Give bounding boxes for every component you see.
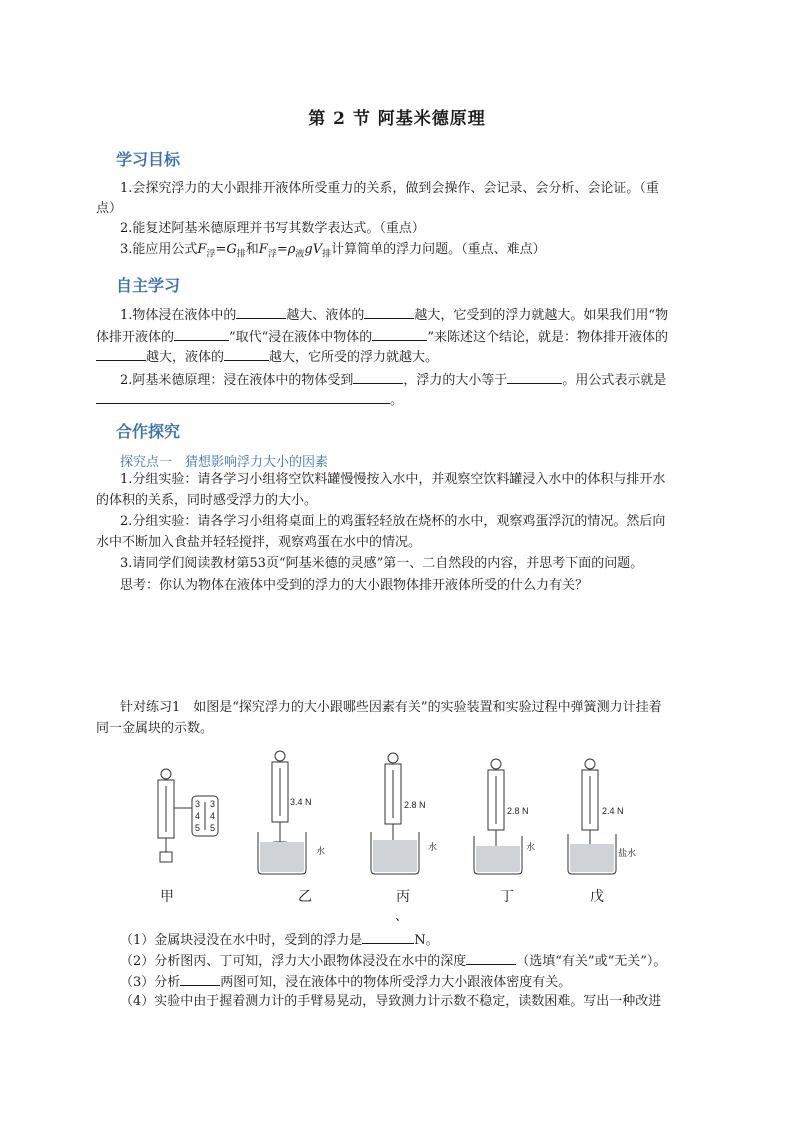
scale-number: 5	[210, 823, 216, 833]
goal-2: 2.能复述阿基米德原理并书写其数学表达式。（重点）	[120, 221, 425, 236]
self-study-line-2: 体排开液体的 ”取代“浸在液体中物体的 ”来陈述这个结论，就是：物体排开液体的	[96, 326, 668, 347]
answer-blank[interactable]	[364, 304, 414, 319]
section-heading-self-study: 自主学习	[116, 276, 181, 295]
explore-point-1: 探究点一 猜想影响浮力大小的因素	[120, 455, 329, 470]
question-1: （1）金属块浸没在水中时，受到的浮力是 N。	[120, 929, 439, 950]
answer-blank[interactable]	[224, 346, 269, 361]
scale-number: 3	[195, 799, 201, 809]
self-study-line-5: 。	[96, 389, 403, 410]
practice-intro: 针对练习1 如图是“探究浮力的大小跟哪些因素有关”的实验装置和实验过程中弹簧测力计挂着	[120, 700, 662, 715]
page-title: 第 2 节 阿基米德原理	[308, 109, 486, 129]
scale-number: 3	[210, 799, 216, 809]
spring-scale-jia	[158, 769, 218, 862]
question-3: （3）分析 两图可知，浸在液体中的物体所受浮力大小跟液体密度有关。	[120, 971, 571, 992]
figure-label-ding: 丁	[500, 889, 514, 905]
stray-mark: 、	[395, 909, 409, 924]
section-heading-coop: 合作探究	[116, 422, 181, 441]
self-study-line-1: 1.物体浸在液体中的 越大、液体的 越大，它受到的浮力就越大。如果我们用“物	[120, 304, 668, 325]
answer-blank[interactable]	[372, 326, 427, 341]
coop-3: 3.请同学们阅读教材第53页“阿基米德的灵感”第一、二自然段的内容，并思考下面的问题。	[120, 556, 644, 571]
goal-1-cont: 点）	[96, 201, 123, 216]
section-heading-goals: 学习目标	[116, 150, 181, 169]
figure-label-jia: 甲	[160, 889, 174, 905]
scale-number: 5	[195, 823, 201, 833]
self-study-line-3: 越大，液体的 越大，它所受的浮力就越大。	[96, 346, 438, 367]
coop-2-cont: 水中不断加入食盐并轻轻搅拌，观察鸡蛋在水中的情况。	[96, 535, 422, 550]
answer-blank[interactable]	[180, 971, 220, 986]
goal-1: 1.会探究浮力的大小跟排开液体所受重力的关系，做到会操作、会记录、会分析、会论证。（重	[120, 181, 659, 196]
reading-bing: 2.8 N	[404, 800, 426, 810]
reading-wu: 2.4 N	[602, 806, 624, 816]
reading-yi: 3.4 N	[290, 797, 312, 807]
answer-blank[interactable]	[96, 346, 146, 361]
answer-blank[interactable]	[96, 389, 390, 404]
spring-scale-yi	[258, 751, 306, 874]
answer-blank[interactable]	[236, 304, 286, 319]
goal-3: 3.能应用公式$F_浮=G_排$和$F_浮=\rho_液gV_排$计算简单的浮力问题。（重点、难点）	[120, 242, 546, 260]
coop-1: 1.分组实验：请各学习小组将空饮料罐慢慢按入水中，并观察空饮料罐浸入水中的体积与排开水	[120, 472, 666, 487]
question-4: （4）实验中由于握着测力计的手臂易晃动，导致测力计示数不稳定，读数困难。写出一种改进	[120, 994, 662, 1009]
figure-label-yi: 乙	[298, 889, 312, 905]
answer-blank[interactable]	[507, 369, 562, 384]
think-question: 思考：你认为物体在液体中受到的浮力的大小跟物体排开液体所受的什么力有关？	[120, 578, 589, 593]
liquid-label-yi: 水	[316, 847, 326, 857]
self-study-line-4: 2.阿基米德原理：浸在液体中的物体受到 ，浮力的大小等于 。用公式表示就是	[120, 369, 666, 390]
coop-1-cont: 的体积的关系，同时感受浮力的大小。	[96, 493, 318, 508]
practice-intro-cont: 同一金属块的示数。	[96, 721, 214, 736]
figure-label-bing: 丙	[396, 889, 410, 905]
answer-blank[interactable]	[353, 369, 403, 384]
scale-number: 4	[210, 811, 216, 821]
answer-blank[interactable]	[466, 950, 516, 965]
liquid-label-wu: 盐水	[618, 849, 637, 859]
coop-2: 2.分组实验：请各学习小组将桌面上的鸡蛋轻轻放在烧杯的水中，观察鸡蛋浮沉的情况。然后向	[120, 514, 666, 529]
spring-scale-ding	[474, 759, 522, 874]
figure-label-wu: 戊	[590, 889, 604, 905]
liquid-label-bing: 水	[428, 843, 438, 853]
liquid-label-ding: 水	[526, 843, 536, 853]
question-2: （2）分析图丙、丁可知，浮力大小跟物体浸没在水中的深度 （选填“有关”或“无关”）。	[120, 950, 666, 971]
spring-scale-wu	[568, 759, 616, 874]
spring-scale-bing	[371, 753, 419, 874]
reading-ding: 2.8 N	[507, 806, 529, 816]
scale-number: 4	[195, 811, 201, 821]
answer-blank[interactable]	[174, 326, 229, 341]
answer-blank[interactable]	[362, 929, 414, 944]
